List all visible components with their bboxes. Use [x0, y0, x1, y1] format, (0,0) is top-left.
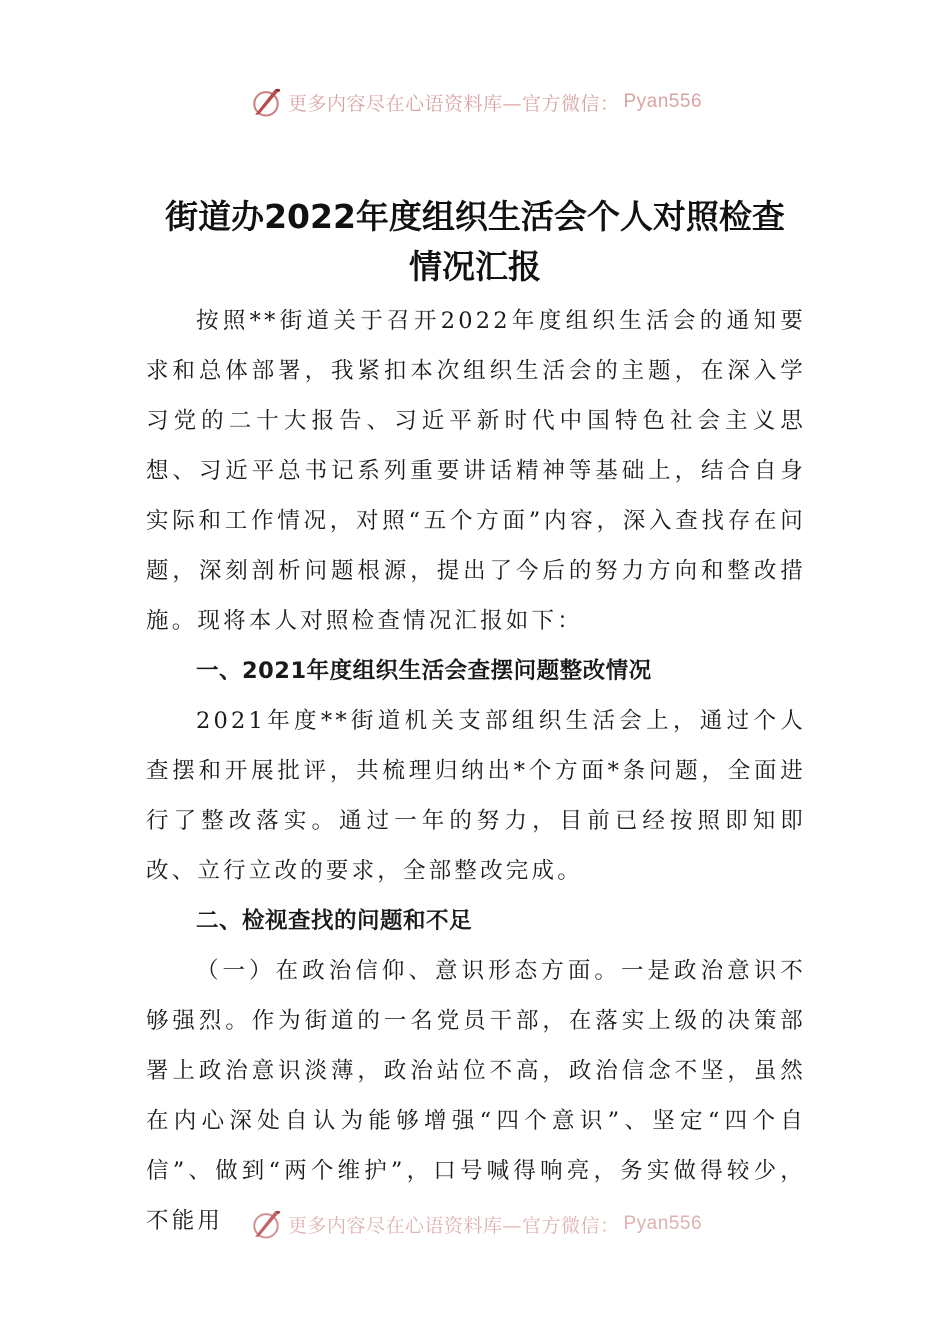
watermark-code: Pyan556	[623, 91, 703, 112]
watermark-code: Pyan556	[623, 1213, 703, 1234]
quill-logo-icon	[248, 84, 284, 120]
watermark-text: 更多内容尽在心语资料库—官方微信：	[287, 1214, 620, 1237]
footer-watermark	[0, 1206, 950, 1242]
header-watermark	[0, 84, 950, 120]
document-body	[146, 296, 806, 1246]
quill-logo-icon	[248, 1206, 284, 1242]
section-1-paragraph: 2021年度**街道机关支部组织生活会上，通过个人查摆和开展批评，共梳理归纳出*个方面*条问题，全面进行了整改落实。通过一年的努力，目前已经按照即知即改、立行立改的要求，全部整改完成。	[146, 708, 806, 884]
document-title	[140, 192, 810, 292]
title-line-1: 街道办2022年度组织生活会个人对照检查	[165, 197, 785, 236]
section-1-heading: 一、2021年度组织生活会查摆问题整改情况	[196, 658, 652, 684]
title-line-2: 情况汇报	[409, 247, 541, 286]
intro-paragraph: 按照**街道关于召开2022年度组织生活会的通知要求和总体部署，我紧扣本次组织生活会的主题，在深入学习党的二十大报告、习近平新时代中国特色社会主义思想、习近平总书记系列重要讲话精神等基础上，结合自身实际和工作情况，对照“五个方面”内容，深入查找存在问题，深刻剖析问题根源，提出了今后的努力方向和整改措施。现将本人对照检查情况汇报如下：	[146, 308, 806, 634]
section-2-paragraph: （一）在政治信仰、意识形态方面。一是政治意识不够强烈。作为街道的一名党员干部，在落实上级的决策部署上政治意识淡薄，政治站位不高，政治信念不坚，虽然在内心深处自认为能够增强“四个意识”、坚定“四个自信”、做到“两个维护”，口号喊得响亮，务实做得较少，不能用	[146, 958, 806, 1234]
section-2-heading: 二、检视查找的问题和不足	[196, 908, 473, 934]
watermark-text: 更多内容尽在心语资料库—官方微信：	[287, 92, 620, 115]
